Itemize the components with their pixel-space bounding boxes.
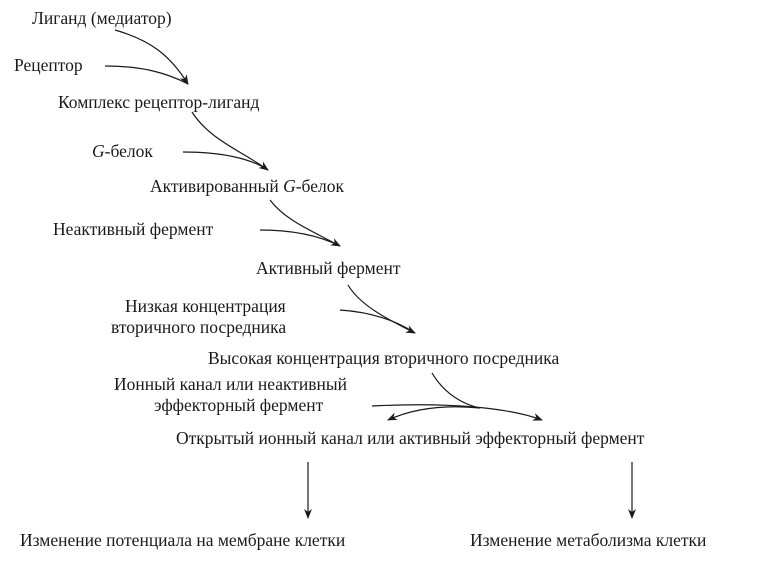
g-protein-label [92, 141, 153, 162]
arrow-complex-to-activated-g [192, 112, 268, 170]
high-concentration-label: Высокая концентрация вторичного посредника [208, 348, 560, 368]
membrane-change-label: Изменение потенциала на мембране клетки [20, 530, 346, 550]
g-protein-letter: G [92, 141, 105, 161]
low-concentration-line1: Низкая концентрация [125, 296, 286, 316]
arrow-inactive-enzyme-to-active-enzyme [260, 230, 340, 246]
complex-label: Комплекс рецептор-лиганд [58, 92, 260, 112]
arrow-low-conc-to-high-conc [340, 310, 415, 333]
inactive-enzyme-label: Неактивный фермент [53, 219, 214, 239]
active-enzyme-label: Активный фермент [256, 258, 401, 278]
arrow-active-enzyme-to-high-conc [348, 285, 415, 333]
receptor-label: Рецептор [14, 55, 83, 75]
arrow-activated-g-to-active-enzyme [270, 200, 340, 246]
open-channel-label: Открытый ионный канал или активный эффекторный фермент [176, 428, 645, 448]
ion-channel-line1: Ионный канал или неактивный [114, 374, 348, 394]
arrow-high-conc-split [432, 373, 480, 408]
activated-g-rest: -белок [295, 176, 344, 196]
arrow-receptor-to-complex [105, 66, 188, 84]
low-concentration-line2: вторичного посредника [111, 317, 287, 337]
metabolism-change-label: Изменение метаболизма клетки [470, 530, 707, 550]
ion-channel-line2: эффекторный фермент [154, 395, 324, 415]
activated-g-prefix: Активированный [150, 176, 284, 196]
activated-g-protein-label [150, 176, 344, 197]
arrow-split-left [388, 407, 480, 420]
activated-g-letter: G [283, 176, 296, 196]
ligand-label: Лиганд (медиатор) [32, 8, 172, 28]
g-protein-rest: -белок [104, 141, 153, 161]
arrow-ligand-to-complex [115, 30, 188, 84]
